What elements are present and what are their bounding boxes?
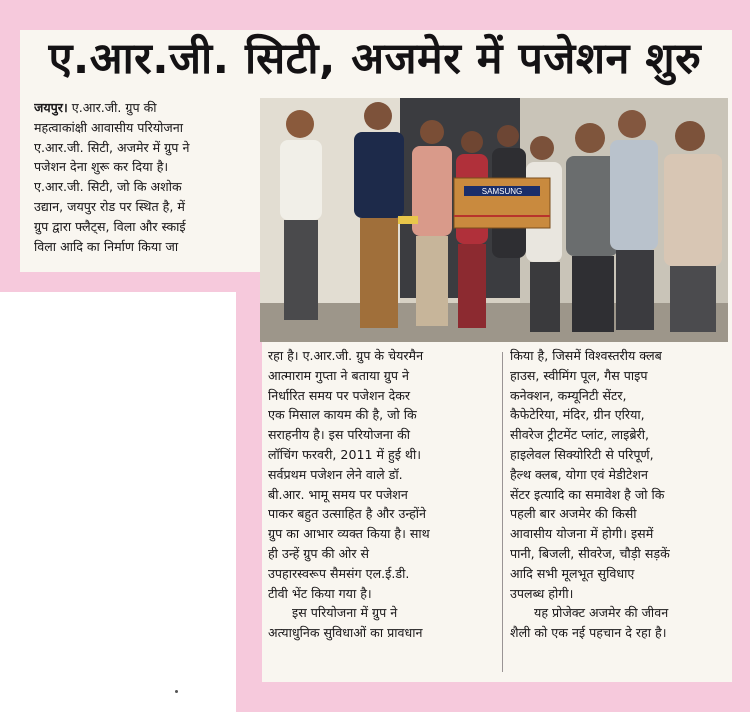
small-gift-packet (398, 216, 418, 224)
body-text-line: पाकर बहुत उत्साहित है और उन्होंने (268, 506, 427, 522)
clipping-border-top (0, 0, 750, 30)
article-headline: ए.आर.जी. सिटी, अजमेर में पजेशन शुरु (48, 34, 702, 84)
intro-text-line: ग्रुप द्वारा फ्लैट्स, विला और स्काई (34, 218, 186, 234)
body-text-line: इस परियोजना में ग्रुप ने (268, 605, 398, 621)
intro-text-line: ए.आर.जी. सिटी, अजमेर में ग्रुप ने (34, 139, 190, 155)
intro-line-first (34, 98, 250, 118)
body-text-line: हाइलेवल सिक्योरिटी से परिपूर्ण, (510, 446, 654, 462)
body-text-line: आदि सभी मूलभूत सुविधाए (510, 565, 635, 581)
body-text-line: सीवरेज ट्रीटमेंट प्लांट, लाइब्रेरी, (510, 427, 649, 443)
middle-column (268, 346, 494, 643)
clipping-border-bottom (236, 682, 750, 712)
body-text-line: सर्वप्रथम पजेशन लेने वाले डॉ. (268, 466, 403, 482)
body-text-line: किया है, जिसमें विश्वस्तरीय क्लब (510, 348, 662, 363)
body-text-line: लॉचिंग फरवरी, 2011 में हुई थी। (268, 446, 421, 462)
body-text-line: एक मिसाल कायम की है, जो कि (268, 407, 417, 423)
intro-text-line: ए.आर.जी. सिटी, जो कि अशोक (34, 179, 182, 195)
body-text-line: अत्याधुनिक सुविधाओं का प्रावधान (268, 625, 423, 641)
gift-box-label: SAMSUNG (481, 187, 523, 196)
body-text-line: आत्माराम गुप्ता ने बताया ग्रुप ने (268, 367, 410, 383)
body-text-line: ही उन्हें ग्रुप की ओर से (268, 545, 370, 561)
clipping-border-right (732, 0, 750, 700)
body-text-line: निर्धारित समय पर पजेशन देकर (268, 387, 411, 403)
intro-text-line: उद्यान, जयपुर रोड पर स्थित है, में (34, 198, 185, 214)
body-text-line: हाउस, स्वीमिंग पूल, गैस पाइप (510, 367, 648, 383)
body-text-line: सराहनीय है। इस परियोजना की (268, 427, 411, 443)
dateline: जयपुर। (34, 100, 68, 115)
body-text-line: शैली को एक नई पहचान दे रहा है। (510, 625, 667, 641)
intro-text-line: ए.आर.जी. ग्रुप की (67, 100, 157, 115)
body-text-line: टीवी भेंट किया गया है। (268, 585, 372, 601)
body-text-line: उपहारस्वरूप सैमसंग एल.ई.डी. (268, 565, 410, 581)
body-text-line: उपलब्ध होगी। (510, 585, 574, 601)
clipping-border-left-bottom (236, 272, 262, 712)
body-text-line: रहा है। ए.आर.जी. ग्रुप के चेयरमैन (268, 348, 424, 363)
clipping-border-left-top (0, 0, 20, 292)
column-divider (502, 352, 503, 672)
intro-text-line: महत्वाकांक्षी आवासीय परियोजना (34, 119, 183, 135)
gift-box (454, 178, 550, 228)
news-photo (260, 98, 728, 342)
intro-text-line: पजेशन देना शुरू कर दिया है। (34, 159, 169, 175)
body-text-line: बी.आर. भामू समय पर पजेशन (268, 486, 408, 502)
body-text-line: पहली बार अजमेर की किसी (510, 506, 637, 522)
body-text-line: कनेक्शन, कम्यूनिटी सेंटर, (510, 387, 627, 403)
body-text-line: हैल्थ क्लब, योगा एवं मेडीटेशन (510, 466, 648, 482)
body-text-line: आवासीय योजना में होगी। इसमें (510, 526, 654, 542)
right-column (510, 346, 728, 643)
intro-text-line: विला आदि का निर्माण किया जा (34, 238, 179, 254)
body-text-line: पानी, बिजली, सीवरेज, चौड़ी सड़कें (510, 545, 670, 561)
news-photo-drawing (260, 98, 728, 342)
body-text-line: कैफेटेरिया, मंदिर, ग्रीन एरिया, (510, 407, 645, 423)
body-text-line: सेंटर इत्यादि का समावेश है जो कि (510, 486, 665, 502)
intro-column (34, 98, 250, 256)
print-speck (175, 690, 178, 693)
clipping-border-step (0, 272, 262, 292)
body-text-line: ग्रुप का आभार व्यक्त किया है। साथ (268, 526, 430, 542)
body-text-line: यह प्रोजेक्ट अजमेर की जीवन (510, 605, 669, 621)
